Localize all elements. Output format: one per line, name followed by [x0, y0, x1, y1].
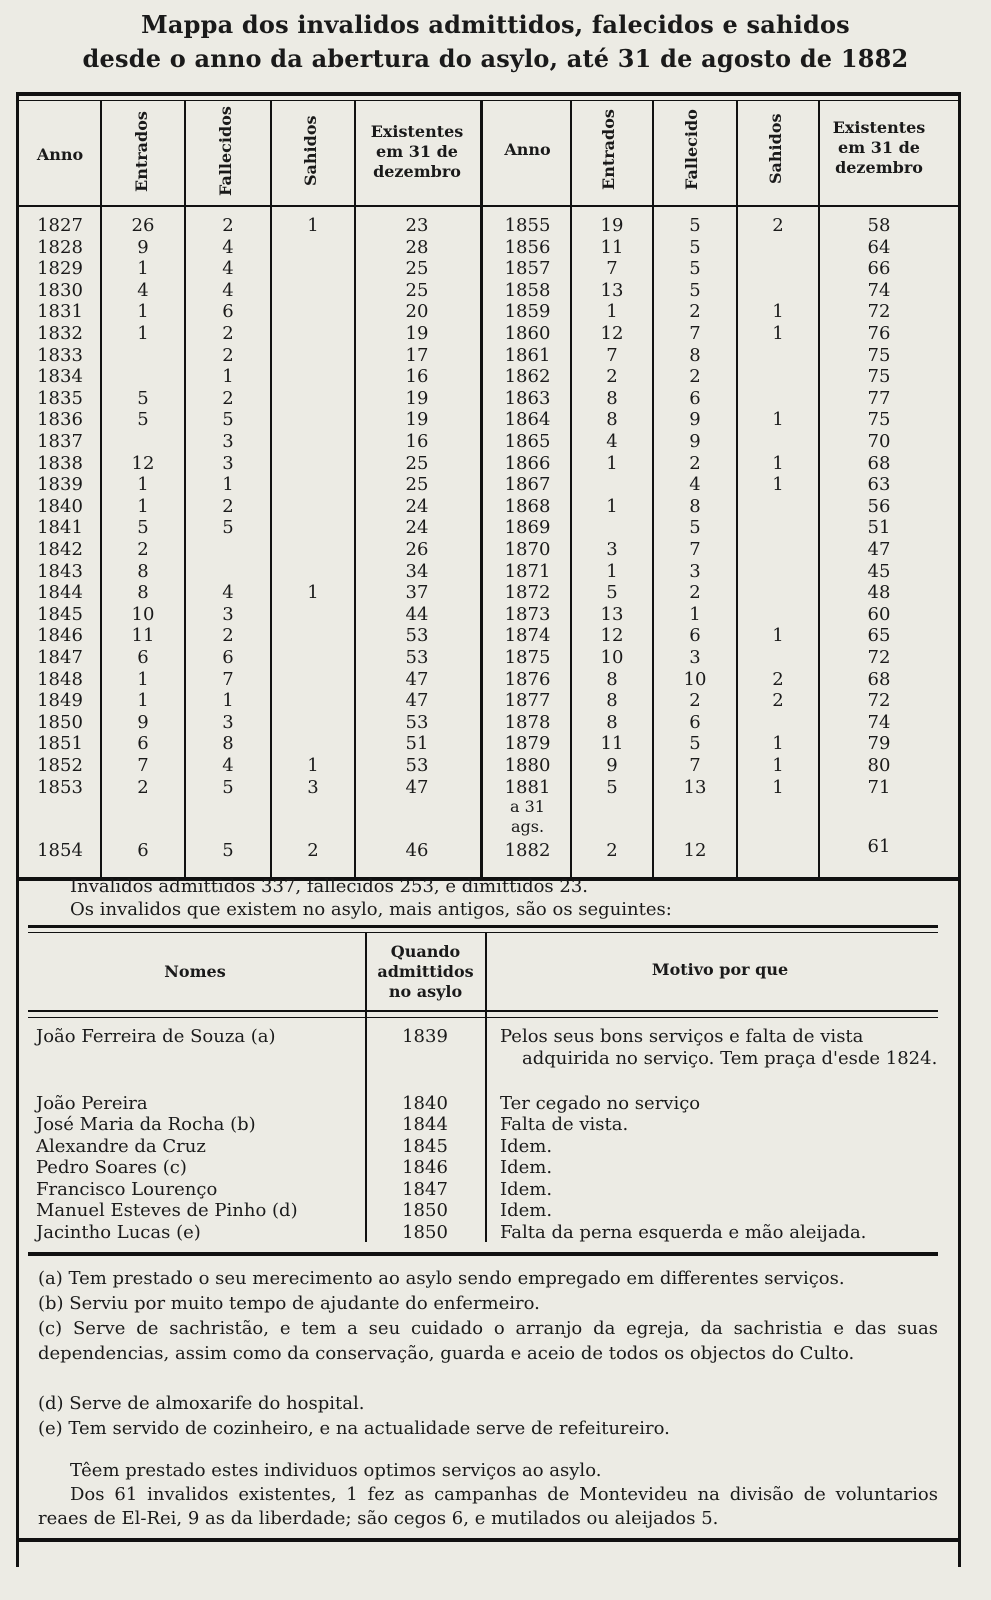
right-cell: 2: [772, 668, 784, 690]
left-cell: 25: [405, 474, 429, 496]
document-title: [0, 8, 991, 76]
left-cell: 34: [405, 560, 429, 582]
left-cell: 24: [405, 517, 429, 539]
header-existentes-left: Existentes em 31 de dezembro: [370, 122, 464, 181]
right-cell: 79: [867, 733, 891, 755]
resident-name: Francisco Lourenço: [36, 1179, 218, 1200]
right-cell: 11: [600, 733, 624, 755]
left-cell: 1848: [37, 668, 83, 690]
left-cell: 20: [405, 301, 429, 323]
right-cell: 2: [689, 452, 701, 474]
left-cell: 7: [137, 755, 149, 776]
header-motivo: Motivo por que: [651, 960, 789, 979]
right-cell: 8: [689, 344, 701, 366]
left-cell: 1: [137, 690, 149, 712]
left-cell: 53: [405, 625, 429, 647]
left-cell: 1: [307, 215, 319, 236]
right-cell: 74: [867, 279, 891, 301]
right-cell: 1: [689, 603, 701, 625]
summary-admitted: Invalidos admittidos 337, fallecidos 253, e dimittidos 23.: [70, 876, 589, 897]
left-cell: 4: [222, 755, 234, 776]
right-cell: 1: [772, 323, 784, 344]
right-cell: 1: [772, 776, 784, 798]
right-cell: 45: [867, 560, 891, 582]
left-cell: 1829: [37, 258, 83, 280]
right-cell: 2: [689, 366, 701, 388]
left-cell: 53: [405, 647, 429, 668]
right-cell: 9: [606, 755, 618, 776]
right-cell: 1862: [504, 366, 551, 388]
right-cell: 12: [600, 625, 624, 647]
right-cell: 1866: [504, 452, 551, 474]
left-cell: 1: [222, 474, 234, 496]
left-cell: 5: [137, 517, 149, 539]
left-cell: 19: [405, 409, 429, 431]
header-entrados-left: Entrados: [132, 111, 151, 192]
left-cell: 37: [405, 582, 429, 604]
resident-name: João Pereira: [36, 1093, 148, 1114]
right-cell: 72: [867, 690, 891, 712]
right-cell: 12: [600, 323, 624, 344]
right-cell: 19: [600, 215, 624, 236]
left-cell: 1838: [37, 452, 83, 474]
left-cell: 1: [137, 323, 149, 344]
left-cell: 53: [405, 755, 429, 776]
left-cell: 51: [405, 733, 429, 755]
right-cell: 1860: [504, 323, 551, 344]
left-cell: 5: [137, 409, 149, 431]
right-cell: 2: [606, 366, 618, 388]
right-cell: 7: [689, 755, 701, 776]
left-cell: 4: [137, 279, 149, 301]
left-cell: 2: [222, 344, 234, 366]
right-cell: 6: [689, 625, 701, 647]
left-cell: 6: [222, 647, 234, 668]
header-sahidos-right: Sahidos: [766, 113, 785, 184]
left-cell: 1: [137, 301, 149, 323]
left-cell: 46: [405, 840, 429, 861]
left-cell: 25: [405, 279, 429, 301]
right-cell: 47: [867, 539, 891, 560]
left-cell: 1846: [37, 625, 83, 647]
left-cell: 9: [137, 711, 149, 733]
left-cell: 26: [131, 215, 155, 236]
right-cell: 1: [772, 625, 784, 647]
left-cell: 1839: [37, 474, 83, 496]
right-cell: 10: [683, 668, 707, 690]
left-cell: 8: [137, 582, 149, 604]
left-cell: 25: [405, 258, 429, 280]
left-cell: 5: [222, 776, 234, 798]
left-cell: 16: [405, 431, 429, 452]
right-cell: 11: [600, 236, 624, 258]
resident-name: Jacintho Lucas (e): [36, 1222, 201, 1243]
right-cell: 13: [600, 279, 624, 301]
left-cell: 2: [137, 539, 149, 560]
resident-year: 1846: [402, 1157, 448, 1178]
resident-reason: Ter cegado no serviço: [500, 1093, 701, 1114]
right-cell: 4: [606, 431, 618, 452]
left-cell: 1847: [37, 647, 83, 668]
left-cell: 1: [307, 582, 319, 604]
resident-reason: Falta de vista.: [500, 1114, 629, 1135]
resident-name: Pedro Soares (c): [36, 1157, 187, 1178]
right-cell: 8: [606, 690, 618, 712]
right-cell: 75: [867, 344, 891, 366]
summary-oldest-intro: Os invalidos que existem no asylo, mais antigos, são os seguintes:: [70, 899, 672, 920]
resident-name: João Ferreira de Souza (a): [36, 1026, 276, 1047]
left-cell: 1834: [37, 366, 83, 388]
resident-year: 1847: [402, 1179, 448, 1200]
right-cell: 9: [689, 431, 701, 452]
resident-year: 1850: [402, 1222, 448, 1243]
left-cell: 1833: [37, 344, 83, 366]
right-cell: 13: [600, 603, 624, 625]
right-cell: 5: [689, 517, 701, 539]
right-cell: 80: [867, 755, 891, 776]
left-cell: 2: [137, 776, 149, 798]
right-cell: 8: [606, 668, 618, 690]
right-cell: 68: [867, 668, 891, 690]
title-line-2: desde o anno da abertura do asylo, até 31 de agosto de 1882: [82, 44, 909, 73]
right-cell: 6: [689, 711, 701, 733]
footnote-c: (c) Serve de sachristão, e tem a seu cuidado o arranjo da egreja, da sachristia e das suas dependencias, assim como da conservação, guarda e aceio de todos os objectos do Culto.: [38, 1318, 938, 1364]
left-cell: 3: [307, 776, 319, 798]
left-cell: 17: [405, 344, 429, 366]
left-cell: 1831: [37, 301, 83, 323]
left-cell: 1: [222, 690, 234, 712]
footnote-d: (d) Serve de almoxarife do hospital.: [38, 1393, 365, 1414]
left-cell: 44: [405, 603, 429, 625]
right-cell: 1861: [504, 344, 551, 366]
right-cell: 1869: [504, 517, 551, 539]
right-cell: 1867: [504, 474, 551, 496]
right-cell: 5: [689, 236, 701, 258]
left-cell: 4: [222, 582, 234, 604]
rule-top: [16, 92, 961, 96]
left-cell: 5: [222, 517, 234, 539]
right-cell: 5: [606, 776, 618, 798]
col-divider-center: [480, 100, 483, 877]
right-cell: 5: [689, 733, 701, 755]
left-cell: 1845: [37, 603, 83, 625]
right-cell: 7: [689, 323, 701, 344]
rule-old-top-thin: [28, 932, 938, 933]
right-cell: 1877: [504, 690, 551, 712]
left-cell: 3: [222, 431, 234, 452]
right-cell: 5: [689, 258, 701, 280]
right-cell: 1878: [504, 711, 551, 733]
right-cell: 1875: [504, 647, 551, 668]
right-cell: 72: [867, 647, 891, 668]
left-cell: 1827: [37, 215, 83, 236]
left-cell: 2: [222, 215, 234, 236]
resident-year: 1845: [402, 1136, 448, 1157]
resident-year: 1844: [402, 1114, 448, 1135]
left-cell: 47: [405, 776, 429, 798]
left-cell: 2: [222, 495, 234, 517]
left-cell: 1: [222, 366, 234, 388]
right-cell: 1876: [504, 668, 551, 690]
left-cell: 3: [222, 711, 234, 733]
right-cell: 1871: [504, 560, 551, 582]
right-cell: 1: [772, 409, 784, 431]
left-cell: 1: [137, 668, 149, 690]
left-cell: 16: [405, 366, 429, 388]
right-cell: 8: [606, 409, 618, 431]
left-cell: 1851: [37, 733, 83, 755]
right-cell: 1857: [504, 258, 551, 280]
last-row-fallecidos: 12: [683, 840, 707, 861]
left-cell: 1852: [37, 755, 83, 776]
rule-old-bottom: [28, 1252, 938, 1256]
left-cell: 6: [137, 733, 149, 755]
right-cell: 1: [772, 474, 784, 496]
last-row-anno: 1882: [504, 840, 551, 861]
last-row-label1: a 31: [510, 797, 545, 816]
right-cell: 65: [867, 625, 891, 647]
left-cell: 1853: [37, 776, 83, 798]
left-cell: 26: [405, 539, 429, 560]
right-cell: 1: [772, 452, 784, 474]
right-cell: 1858: [504, 279, 551, 301]
left-cell: 4: [222, 279, 234, 301]
closing-line-2: Dos 61 invalidos existentes, 1 fez as campanhas de Montevideu na divisão de voluntarios reaes de El-Rei, 9 as da liberdade; são cegos 6, e mutilados ou aleijados 5.: [38, 1484, 938, 1529]
right-cell: 2: [772, 215, 784, 236]
right-cell: 1: [606, 452, 618, 474]
left-cell: 6: [137, 840, 149, 861]
resident-year: 1839: [402, 1026, 448, 1047]
left-cell: 1850: [37, 711, 83, 733]
left-cell: 6: [137, 647, 149, 668]
right-cell: 1: [606, 560, 618, 582]
right-cell: 8: [606, 711, 618, 733]
right-cell: 1: [772, 301, 784, 323]
right-cell: 9: [689, 409, 701, 431]
left-cell: 4: [222, 236, 234, 258]
right-cell: 72: [867, 301, 891, 323]
left-cell: 1: [137, 474, 149, 496]
right-cell: 4: [689, 474, 701, 496]
resident-name: Manuel Esteves de Pinho (d): [36, 1200, 298, 1221]
right-cell: 75: [867, 366, 891, 388]
right-cell: 76: [867, 323, 891, 344]
right-cell: 1: [772, 733, 784, 755]
left-cell: 19: [405, 323, 429, 344]
left-cell: 12: [131, 452, 155, 474]
header-anno-left: Anno: [36, 145, 84, 164]
right-cell: 77: [867, 387, 891, 409]
old-col-divider: [365, 932, 367, 1242]
right-cell: 1880: [504, 755, 551, 776]
left-cell: 25: [405, 452, 429, 474]
header-existentes-right: Existentes em 31 de dezembro: [832, 118, 926, 177]
right-cell: 64: [867, 236, 891, 258]
last-row-entrados: 2: [606, 840, 618, 861]
header-nomes: Nomes: [164, 962, 226, 981]
right-cell: 3: [606, 539, 618, 560]
resident-reason: Falta da perna esquerda e mão aleijada.: [500, 1222, 867, 1243]
footnote-e: (e) Tem servido de cozinheiro, e na actualidade serve de refeitureiro.: [38, 1418, 670, 1439]
right-cell: 7: [606, 344, 618, 366]
right-cell: 1874: [504, 625, 551, 647]
right-cell: 2: [689, 301, 701, 323]
resident-reason: Idem.: [500, 1136, 553, 1157]
header-fallecidos-left: Fallecidos: [216, 106, 235, 196]
footnote-a: (a) Tem prestado o seu merecimento ao asylo sendo empregado em differentes serviços.: [38, 1268, 845, 1289]
right-cell: 1: [606, 495, 618, 517]
right-cell: 68: [867, 452, 891, 474]
right-cell: 7: [689, 539, 701, 560]
right-cell: 13: [683, 776, 707, 798]
left-cell: 1841: [37, 517, 83, 539]
left-cell: 5: [137, 387, 149, 409]
resident-year: 1850: [402, 1200, 448, 1221]
left-cell: 23: [405, 215, 429, 236]
old-col-divider: [485, 932, 487, 1242]
right-cell: 1873: [504, 603, 551, 625]
left-cell: 7: [222, 668, 234, 690]
right-cell: 5: [689, 279, 701, 301]
title-line-1: Mappa dos invalidos admittidos, falecidos e sahidos: [141, 10, 850, 39]
right-cell: 3: [689, 560, 701, 582]
resident-name: Alexandre da Cruz: [36, 1136, 206, 1157]
left-cell: 4: [222, 258, 234, 280]
rule-bottom: [16, 1538, 961, 1542]
right-cell: 7: [606, 258, 618, 280]
resident-reason: Pelos seus bons serviços e falta de vista adquirida no serviço. Tem praça d'esde 1824.: [500, 1026, 938, 1069]
closing-line-1: Têem prestado estes individuos optimos serviços ao asylo.: [70, 1460, 602, 1481]
right-cell: 8: [689, 495, 701, 517]
right-cell: 5: [689, 215, 701, 236]
rule-old-header: [28, 1010, 938, 1012]
right-cell: 1863: [504, 387, 551, 409]
left-cell: 9: [137, 236, 149, 258]
last-row-label2: ags.: [510, 817, 545, 836]
resident-reason: Idem.: [500, 1179, 553, 1200]
header-sahidos-left: Sahidos: [301, 115, 320, 186]
resident-reason: Idem.: [500, 1157, 553, 1178]
right-cell: 6: [689, 387, 701, 409]
left-cell: 6: [222, 301, 234, 323]
left-cell: 47: [405, 690, 429, 712]
left-cell: 10: [131, 603, 155, 625]
left-cell: 1849: [37, 690, 83, 712]
left-cell: 8: [137, 560, 149, 582]
resident-name: José Maria da Rocha (b): [36, 1114, 256, 1135]
left-cell: 1: [137, 495, 149, 517]
right-cell: 1870: [504, 539, 551, 560]
right-cell: 1855: [504, 215, 551, 236]
left-cell: 2: [222, 625, 234, 647]
right-cell: 71: [867, 776, 891, 798]
left-cell: 28: [405, 236, 429, 258]
right-cell: 1856: [504, 236, 551, 258]
left-cell: 5: [222, 840, 234, 861]
left-cell: 1837: [37, 431, 83, 452]
left-cell: 24: [405, 495, 429, 517]
left-cell: 1840: [37, 495, 83, 517]
header-quando: Quando admittidos no asylo: [377, 942, 474, 1001]
right-cell: 1: [606, 301, 618, 323]
header-entrados-right: Entrados: [599, 109, 618, 190]
right-cell: 66: [867, 258, 891, 280]
left-cell: 3: [222, 452, 234, 474]
left-cell: 19: [405, 387, 429, 409]
right-cell: 75: [867, 409, 891, 431]
right-cell: 10: [600, 647, 624, 668]
right-cell: 1859: [504, 301, 551, 323]
right-cell: 56: [867, 495, 891, 517]
left-cell: 1828: [37, 236, 83, 258]
right-cell: 2: [689, 690, 701, 712]
left-cell: 1835: [37, 387, 83, 409]
right-cell: 2: [689, 582, 701, 604]
left-cell: 1: [137, 258, 149, 280]
left-cell: 1832: [37, 323, 83, 344]
left-cell: 1844: [37, 582, 83, 604]
footnote-b: (b) Serviu por muito tempo de ajudante do enfermeiro.: [38, 1293, 540, 1314]
right-cell: 8: [606, 387, 618, 409]
right-cell: 5: [606, 582, 618, 604]
rule-old-header-thin: [28, 1017, 938, 1018]
right-cell: 1872: [504, 582, 551, 604]
left-cell: 8: [222, 733, 234, 755]
last-row-existentes: 61: [867, 836, 891, 857]
right-cell: 1881: [504, 776, 551, 798]
right-cell: 48: [867, 582, 891, 604]
resident-reason: Idem.: [500, 1200, 553, 1221]
left-cell: 1843: [37, 560, 83, 582]
left-cell: 5: [222, 409, 234, 431]
left-cell: 1: [307, 755, 319, 776]
header-fallecidos-right: Fallecido: [682, 109, 701, 190]
left-cell: 1842: [37, 539, 83, 560]
left-cell: 53: [405, 711, 429, 733]
right-cell: 1: [772, 755, 784, 776]
left-cell: 2: [222, 387, 234, 409]
right-cell: 1865: [504, 431, 551, 452]
left-cell: 47: [405, 668, 429, 690]
right-cell: 63: [867, 474, 891, 496]
right-cell: 74: [867, 711, 891, 733]
left-cell: 1854: [37, 840, 83, 861]
right-cell: 60: [867, 603, 891, 625]
right-cell: 1879: [504, 733, 551, 755]
left-cell: 1836: [37, 409, 83, 431]
right-cell: 1864: [504, 409, 551, 431]
right-cell: 3: [689, 647, 701, 668]
left-cell: 11: [131, 625, 155, 647]
left-cell: 2: [222, 323, 234, 344]
left-cell: 3: [222, 603, 234, 625]
right-cell: 58: [867, 215, 891, 236]
right-cell: 1868: [504, 495, 551, 517]
right-cell: 2: [772, 690, 784, 712]
rule-old-top: [28, 925, 938, 928]
resident-year: 1840: [402, 1093, 448, 1114]
left-cell: 2: [307, 840, 319, 861]
left-cell: 1830: [37, 279, 83, 301]
right-cell: 70: [867, 431, 891, 452]
right-cell: 51: [867, 517, 891, 539]
header-anno-right: Anno: [504, 140, 551, 159]
